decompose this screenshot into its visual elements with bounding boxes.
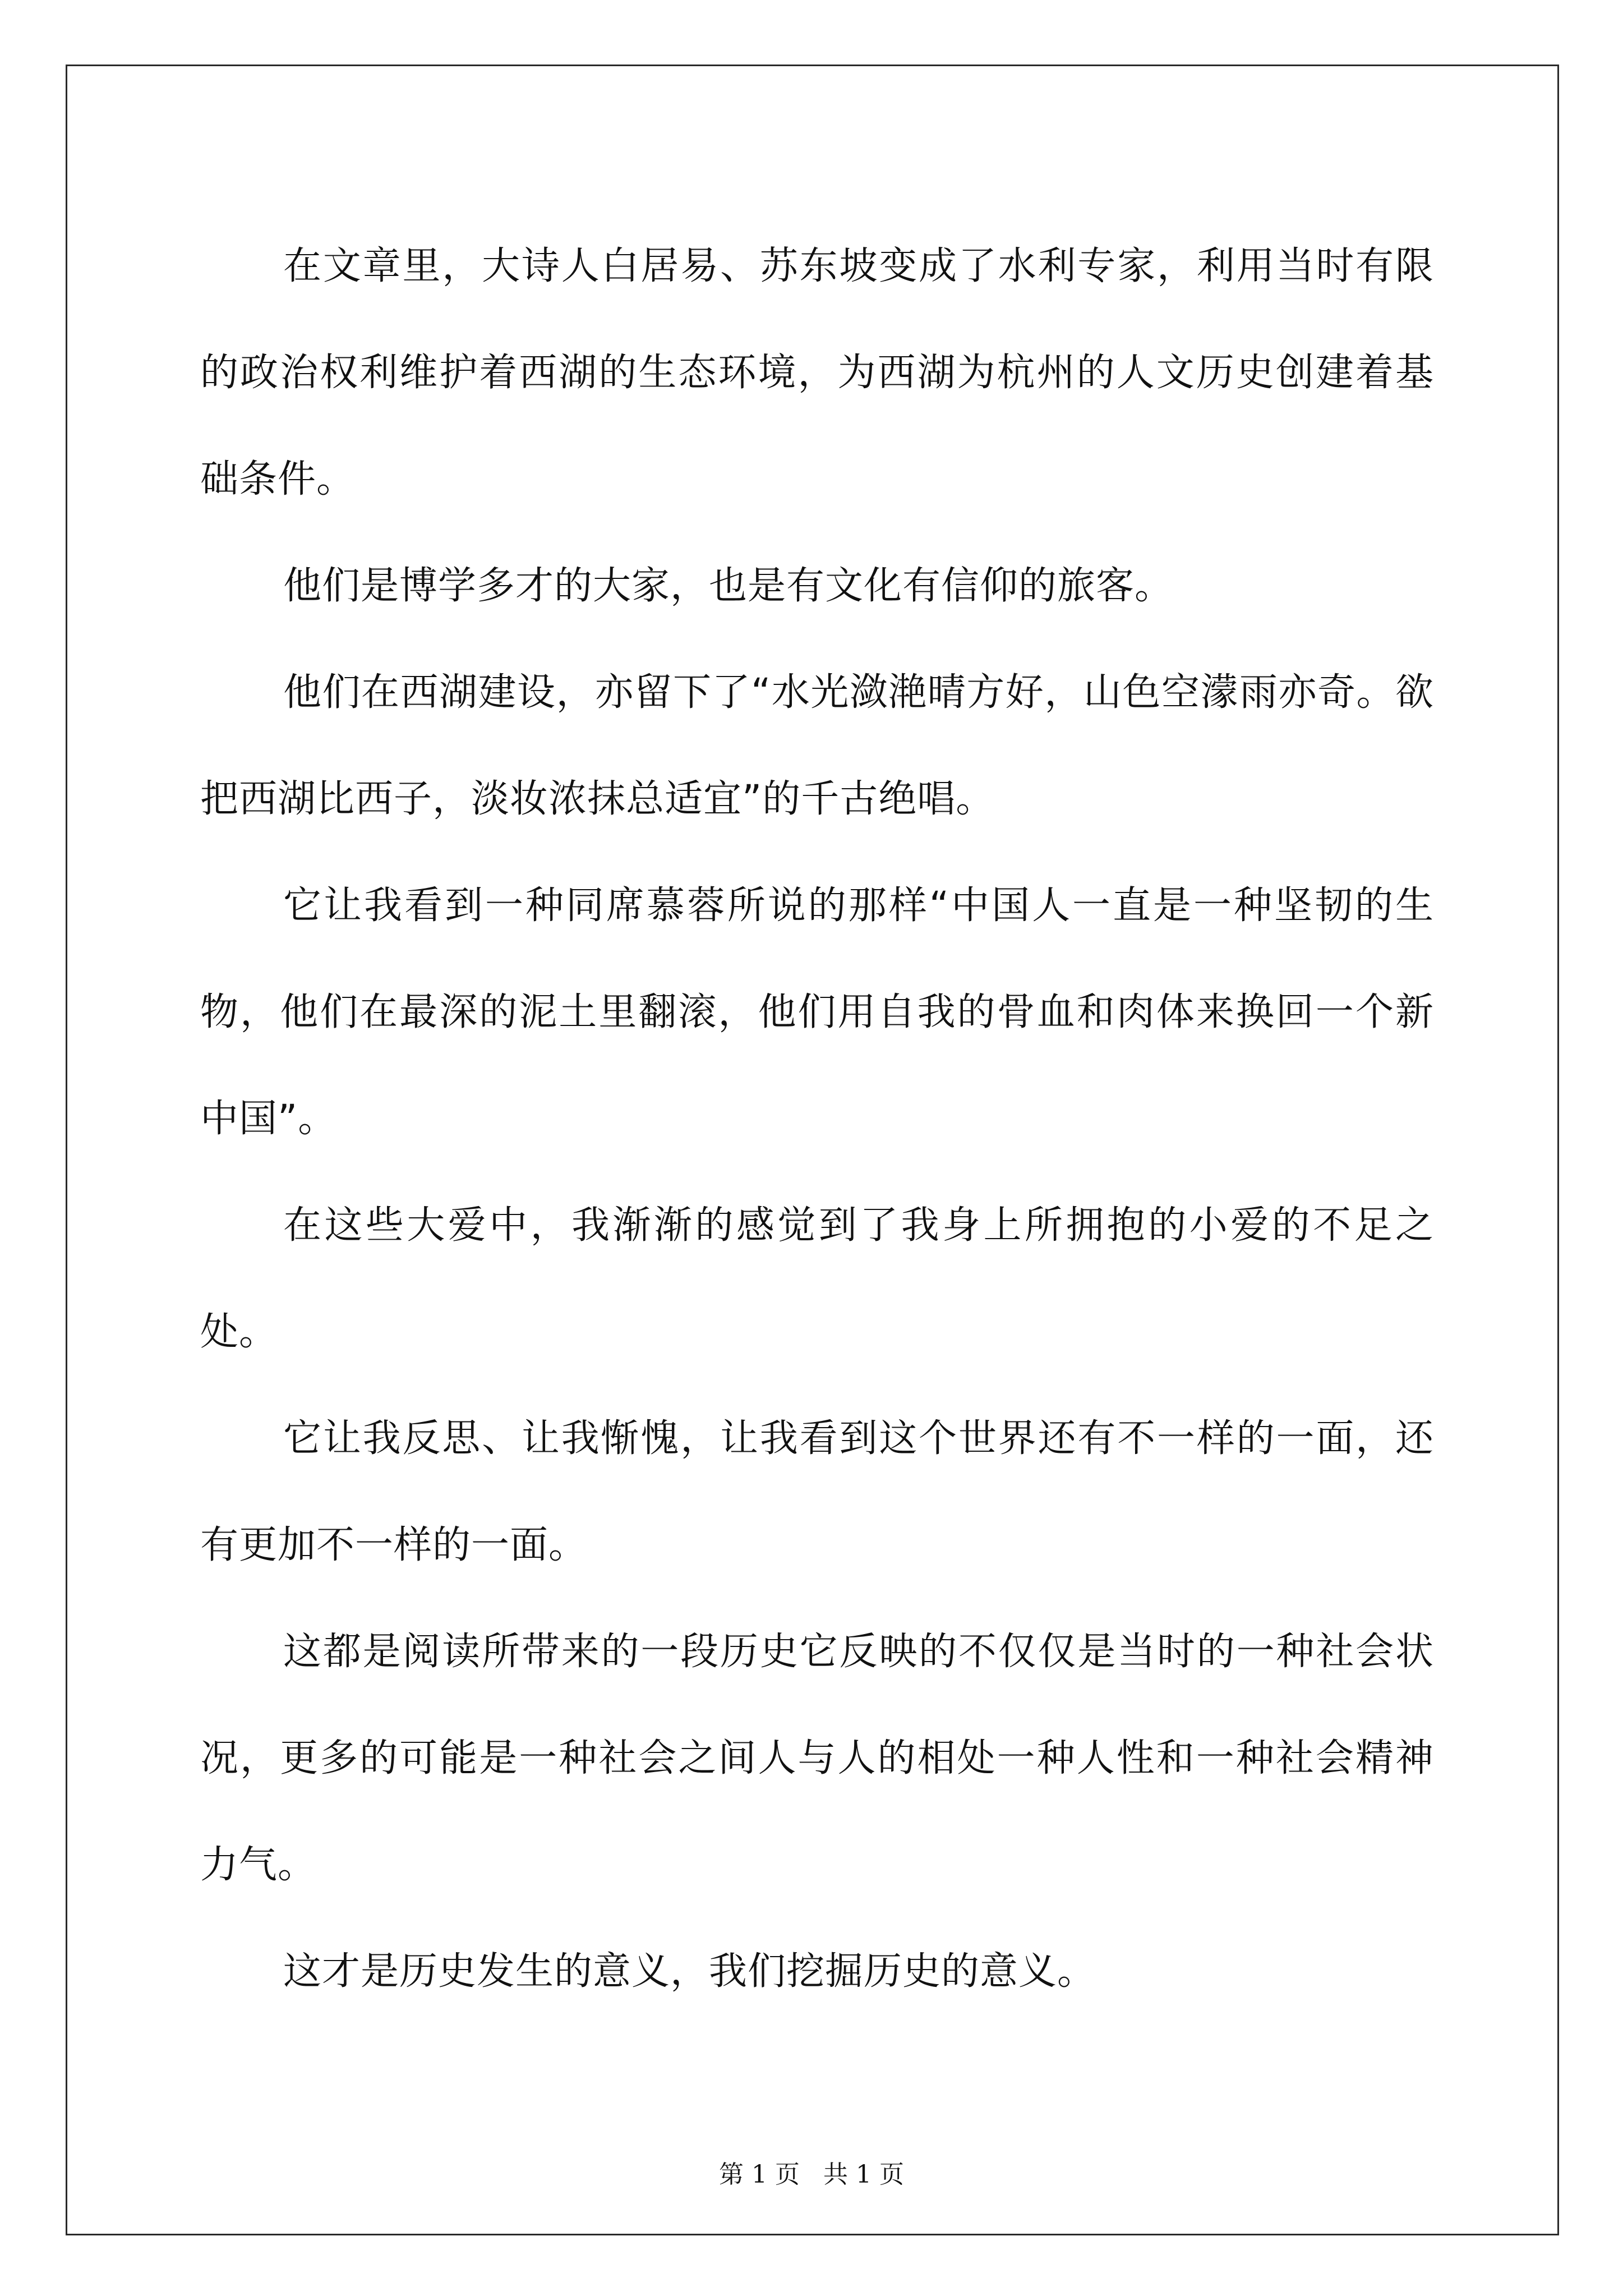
paragraph-3: 他们在西湖建设，亦留下了“水光潋滟晴方好，山色空濛雨亦奇。欲把西湖比西子，淡妆浓抹总适宜”的千古绝唱。 <box>200 670 1434 821</box>
paragraph-1: 在文章里，大诗人白居易、苏东坡变成了水利专家，利用当时有限的政治权利维护着西湖的生态环境，为西湖为杭州的人文历史创建着基础条件。 <box>200 244 1434 501</box>
paragraph-2: 他们是博学多才的大家，也是有文化有信仰的旅客。 <box>283 564 1174 608</box>
paragraph-4: 它让我看到一种同席慕蓉所说的那样“中国人一直是一种坚韧的生物，他们在最深的泥土里翻滚，他们用自我的骨血和肉体来换回一个新中国”。 <box>200 884 1434 1141</box>
paragraph-8: 这才是历史发生的意义，我们挖掘历史的意义。 <box>283 1949 1096 1994</box>
document-body <box>200 213 1434 2025</box>
paragraph-5: 在这些大爱中，我渐渐的感觉到了我身上所拥抱的小爱的不足之处。 <box>200 1203 1434 1354</box>
page-total: 共 1 页 <box>823 2160 904 2189</box>
paragraph-6: 它让我反思、让我惭愧，让我看到这个世界还有不一样的一面，还有更加不一样的一面。 <box>200 1416 1434 1567</box>
paragraph-7: 这都是阅读所带来的一段历史它反映的不仅仅是当时的一种社会状况，更多的可能是一种社会之间人与人的相处一种人性和一种社会精神力气。 <box>200 1630 1434 1887</box>
page-footer <box>0 2154 1623 2190</box>
page-number: 第 1 页 <box>719 2160 800 2189</box>
